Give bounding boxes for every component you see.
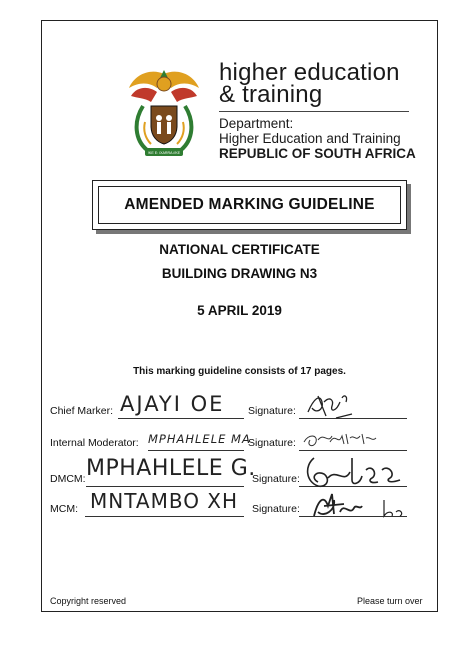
chief-marker-line (118, 418, 244, 419)
exam-date: 5 APRIL 2019 (197, 303, 282, 318)
chief-marker-signature (300, 388, 360, 422)
mcm-label: MCM: (50, 503, 78, 515)
mcm-signature-label: Signature: (252, 503, 300, 515)
dmcm-line (86, 486, 244, 487)
brand-line-1: higher education (219, 59, 400, 86)
footer-turn-over: Please turn over (357, 596, 423, 606)
page-count-note: This marking guideline consists of 17 pages. (133, 366, 346, 377)
brand-divider (219, 111, 409, 112)
internal-moderator-label: Internal Moderator: (50, 437, 139, 449)
internal-moderator-signature-label: Signature: (248, 437, 296, 449)
country-name: REPUBLIC OF SOUTH AFRICA (219, 146, 416, 161)
brand-block (219, 59, 416, 161)
chief-marker-name: AJAYI OE (120, 392, 225, 416)
crest-shield (151, 106, 177, 144)
subject-name: BUILDING DRAWING N3 (161, 266, 318, 281)
dmcm-name: MPHAHLELE G. (86, 456, 256, 481)
mcm-signature (304, 486, 410, 524)
document-title: AMENDED MARKING GUIDELINE (98, 186, 401, 224)
brand-line-2: & training (219, 81, 323, 108)
footer-copyright: Copyright reserved (50, 596, 127, 606)
mcm-line (85, 516, 244, 517)
title-box (92, 180, 407, 230)
internal-moderator-line (148, 450, 244, 451)
dmcm-label: DMCM: (50, 473, 86, 485)
crest-wings (129, 70, 199, 102)
chief-marker-label: Chief Marker: (50, 405, 114, 417)
crest-motto: !KE E: /XARRA //KE (147, 151, 181, 155)
chief-marker-signature-label: Signature: (248, 405, 296, 417)
certificate-name: NATIONAL CERTIFICATE (159, 242, 320, 257)
internal-moderator-name: MPHAHLELE MA (148, 432, 251, 446)
department-name: Higher Education and Training (219, 131, 401, 146)
mcm-name: MNTAMBO XH (90, 489, 239, 513)
department-label: Department: (219, 116, 294, 131)
crest-right-tusk (181, 106, 191, 150)
dmcm-signature-label: Signature: (252, 473, 300, 485)
crest-left-tusk (137, 106, 147, 150)
coat-of-arms-logo (121, 66, 207, 160)
